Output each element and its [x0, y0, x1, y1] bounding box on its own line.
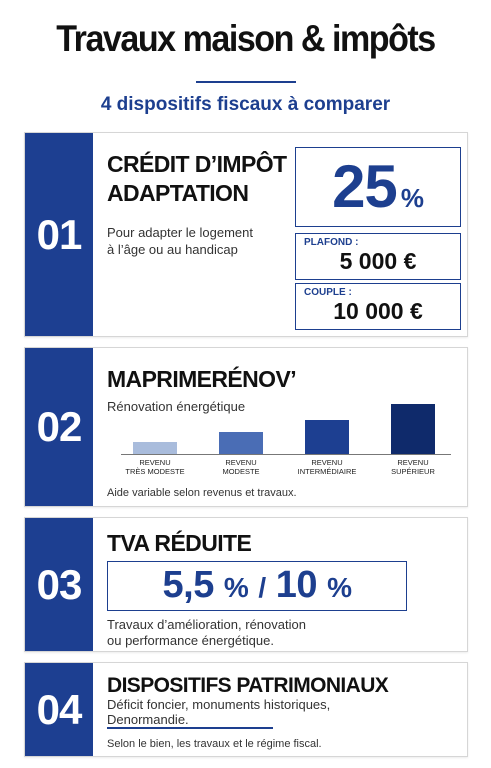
card-desc-line2: Denormandie.: [107, 712, 189, 727]
page-subtitle: 4 dispositifs fiscaux à comparer: [100, 94, 391, 115]
card-credit-impot: [24, 132, 468, 337]
chart-tick-label: [115, 458, 195, 476]
card-maprimerenov: [24, 347, 468, 507]
rate-b-unit: %: [327, 572, 352, 603]
card-title: MAPRIMERÉNOV’: [107, 366, 296, 392]
plafond-value: 5 000 €: [339, 248, 417, 274]
card-number: 04: [25, 663, 93, 756]
couple-value: 10 000 €: [333, 298, 423, 324]
rate-box: [295, 147, 461, 227]
chart-bar: [391, 404, 435, 454]
chart-tick-label: [287, 458, 367, 476]
chart-tick-label: [373, 458, 453, 476]
card-desc-line1: Pour adapter le logement: [107, 225, 253, 240]
chart-tick-label-line: REVENU: [139, 458, 171, 467]
couple-box: [295, 283, 461, 330]
chart-tick-label-line: REVENU: [397, 458, 429, 467]
card-note: Selon le bien, les travaux et le régime fiscal.: [107, 738, 322, 750]
card-title: TVA RÉDUITE: [107, 530, 252, 556]
rate-b: 10: [275, 564, 317, 606]
card-desc-line1: Travaux d’amélioration, rénovation: [107, 617, 306, 632]
chart-baseline: [121, 454, 451, 455]
chart-tick-label-line: MODESTE: [222, 467, 260, 476]
rate-value: 25: [332, 153, 397, 220]
rate-a: 5,5: [162, 564, 214, 606]
card-title: DISPOSITIFS PATRIMONIAUX: [107, 674, 389, 697]
divider: [107, 727, 273, 729]
plafond-label: PLAFOND :: [304, 237, 359, 248]
card-dispositifs-patrimoniaux: [24, 662, 468, 757]
rate-a-unit: %: [223, 572, 249, 603]
couple-label: COUPLE :: [304, 287, 352, 298]
card-desc-line2: ou performance énergétique.: [107, 633, 274, 648]
chart-tick-label-line: INTERMÉDIAIRE: [297, 467, 357, 476]
rate-unit: %: [400, 183, 424, 213]
plafond-box: [295, 233, 461, 280]
chart-tick-label-line: REVENU: [311, 458, 343, 467]
chart-tick-label-line: SUPÉRIEUR: [391, 467, 435, 476]
chart-tick-label-line: TRÈS MODESTE: [125, 467, 185, 476]
chart-tick-label: [201, 458, 281, 476]
card-number: 03: [25, 518, 93, 651]
title-rule: [196, 81, 296, 83]
card-desc-line2: à l’âge ou au handicap: [107, 242, 238, 257]
chart-bar: [133, 442, 177, 455]
rate-separator: /: [258, 572, 266, 603]
chart-bar: [305, 420, 349, 454]
card-desc-line1: Déficit foncier, monuments historiques,: [107, 697, 331, 712]
card-subtitle: Rénovation énergétique: [107, 399, 246, 414]
chart-bar: [219, 432, 263, 455]
card-number: 02: [25, 348, 93, 506]
card-note: Aide variable selon revenus et travaux.: [107, 487, 297, 499]
card-title-line1: CRÉDIT D’IMPÔT: [107, 151, 287, 177]
tva-rates-box: [107, 561, 407, 611]
chart-tick-label-line: REVENU: [225, 458, 257, 467]
card-number: 01: [25, 133, 93, 336]
card-title-line2: ADAPTATION: [107, 180, 249, 206]
card-tva-reduite: [24, 517, 468, 652]
page-title: Travaux maison & impôts: [56, 18, 435, 59]
